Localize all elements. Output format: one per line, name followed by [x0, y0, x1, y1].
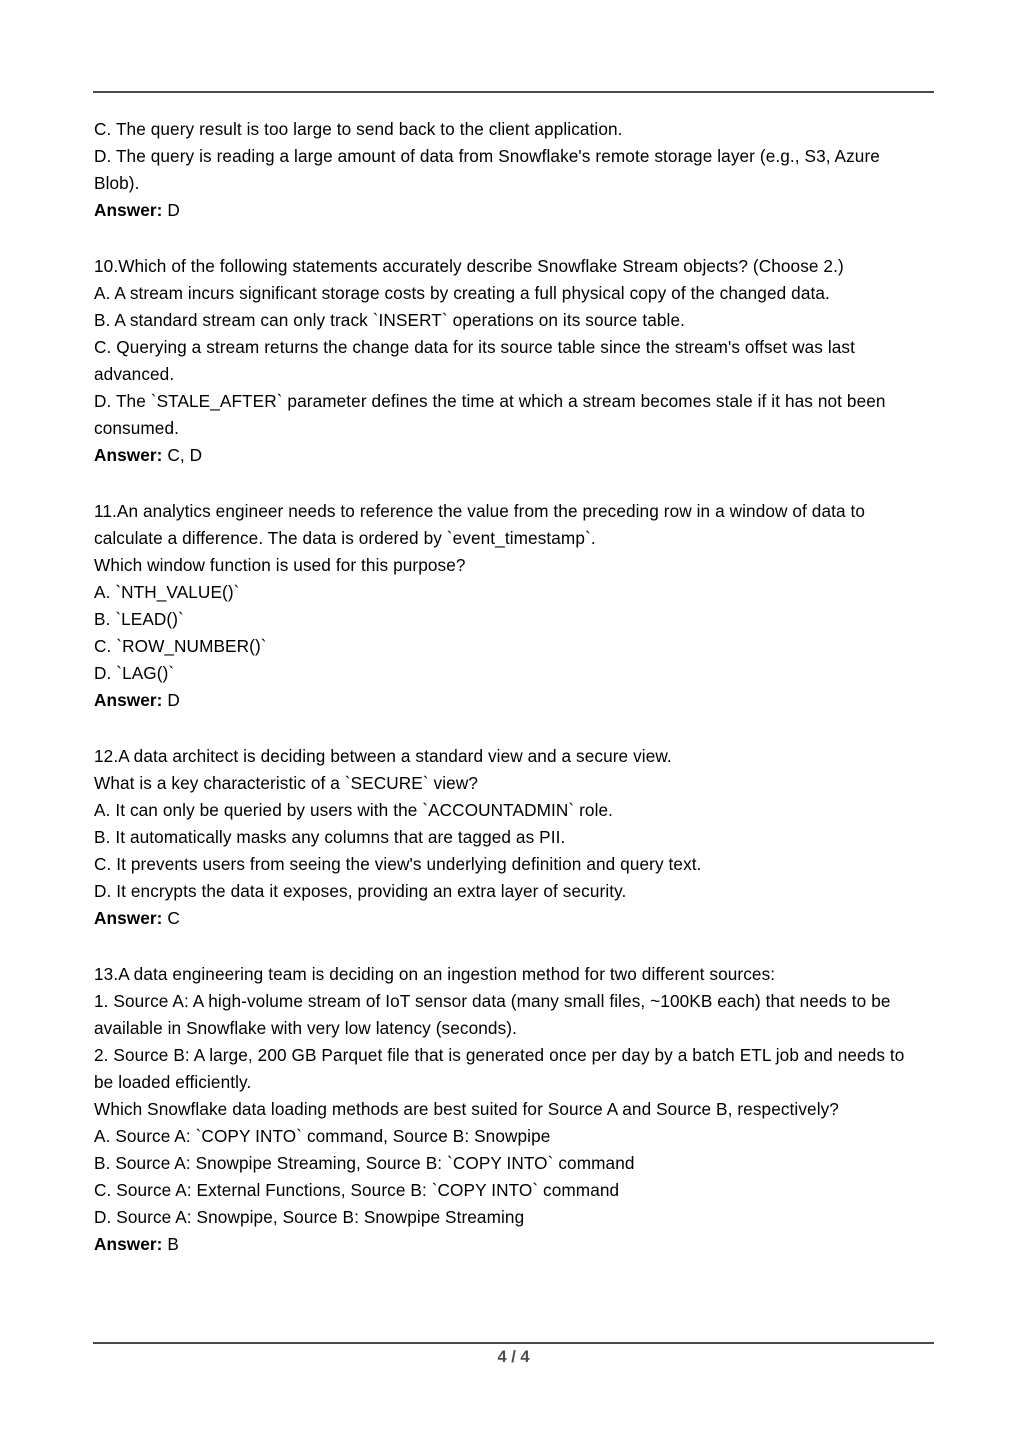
text-line: B. A standard stream can only track `INSERT` operations on its source table.: [94, 310, 685, 330]
header-divider: [93, 91, 934, 93]
answer-label: Answer:: [94, 200, 163, 220]
text-line: B. Source A: Snowpipe Streaming, Source B: `COPY INTO` command: [94, 1153, 635, 1173]
text-line: consumed.: [94, 418, 179, 438]
answer-label: Answer:: [94, 445, 163, 465]
answer-label: Answer:: [94, 1234, 163, 1254]
page-number: 4 / 4: [497, 1348, 530, 1366]
text-line: A. Source A: `COPY INTO` command, Source B: Snowpipe: [94, 1126, 551, 1146]
text-line: 1. Source A: A high-volume stream of IoT sensor data (many small files, ~100KB each) that needs to be: [94, 991, 891, 1011]
text-line: D. `LAG()`: [94, 663, 175, 683]
text-line: 10.Which of the following statements accurately describe Snowflake Stream objects? (Choose 2.): [94, 256, 844, 276]
question-block: [94, 116, 935, 224]
answer-line: Answer: D: [94, 200, 180, 220]
text-line: A. `NTH_VALUE()`: [94, 582, 240, 602]
answer-line: Answer: C, D: [94, 445, 203, 465]
text-line: Which window function is used for this purpose?: [94, 555, 466, 575]
answer-label: Answer:: [94, 908, 163, 928]
text-line: be loaded efficiently.: [94, 1072, 252, 1092]
text-line: 13.A data engineering team is deciding on an ingestion method for two different sources:: [94, 964, 776, 984]
text-line: advanced.: [94, 364, 175, 384]
text-line: Blob).: [94, 173, 140, 193]
text-line: Which Snowflake data loading methods are best suited for Source A and Source B, respectively?: [94, 1099, 839, 1119]
text-line: C. `ROW_NUMBER()`: [94, 636, 267, 656]
text-line: A. A stream incurs significant storage costs by creating a full physical copy of the changed data.: [94, 283, 830, 303]
answer-line: Answer: C: [94, 908, 180, 928]
text-line: C. The query result is too large to send back to the client application.: [94, 119, 623, 139]
text-line: C. Source A: External Functions, Source B: `COPY INTO` command: [94, 1180, 620, 1200]
text-line: D. Source A: Snowpipe, Source B: Snowpipe Streaming: [94, 1207, 525, 1227]
text-line: D. It encrypts the data it exposes, providing an extra layer of security.: [94, 881, 627, 901]
text-line: 12.A data architect is deciding between a standard view and a secure view.: [94, 746, 672, 766]
question-block: [94, 498, 935, 714]
footer-divider: [93, 1342, 934, 1344]
question-block: [94, 743, 935, 932]
document-content: [94, 116, 935, 1258]
question-block: [94, 253, 935, 469]
question-block: [94, 961, 935, 1258]
text-line: What is a key characteristic of a `SECURE` view?: [94, 773, 478, 793]
text-line: D. The `STALE_AFTER` parameter defines the time at which a stream becomes stale if it has not been: [94, 391, 886, 411]
text-line: available in Snowflake with very low latency (seconds).: [94, 1018, 517, 1038]
answer-line: Answer: D: [94, 690, 180, 710]
text-line: A. It can only be queried by users with the `ACCOUNTADMIN` role.: [94, 800, 614, 820]
text-line: B. It automatically masks any columns that are tagged as PII.: [94, 827, 566, 847]
text-line: 2. Source B: A large, 200 GB Parquet file that is generated once per day by a batch ETL job and needs to: [94, 1045, 905, 1065]
text-line: B. `LEAD()`: [94, 609, 184, 629]
text-line: C. It prevents users from seeing the view's underlying definition and query text.: [94, 854, 702, 874]
answer-line: Answer: B: [94, 1234, 179, 1254]
text-line: C. Querying a stream returns the change data for its source table since the stream's offset was last: [94, 337, 855, 357]
text-line: calculate a difference. The data is ordered by `event_timestamp`.: [94, 528, 596, 548]
text-line: D. The query is reading a large amount of data from Snowflake's remote storage layer (e.g., S3, Azure: [94, 146, 880, 166]
answer-label: Answer:: [94, 690, 163, 710]
text-line: 11.An analytics engineer needs to reference the value from the preceding row in a window of data to: [94, 501, 866, 521]
